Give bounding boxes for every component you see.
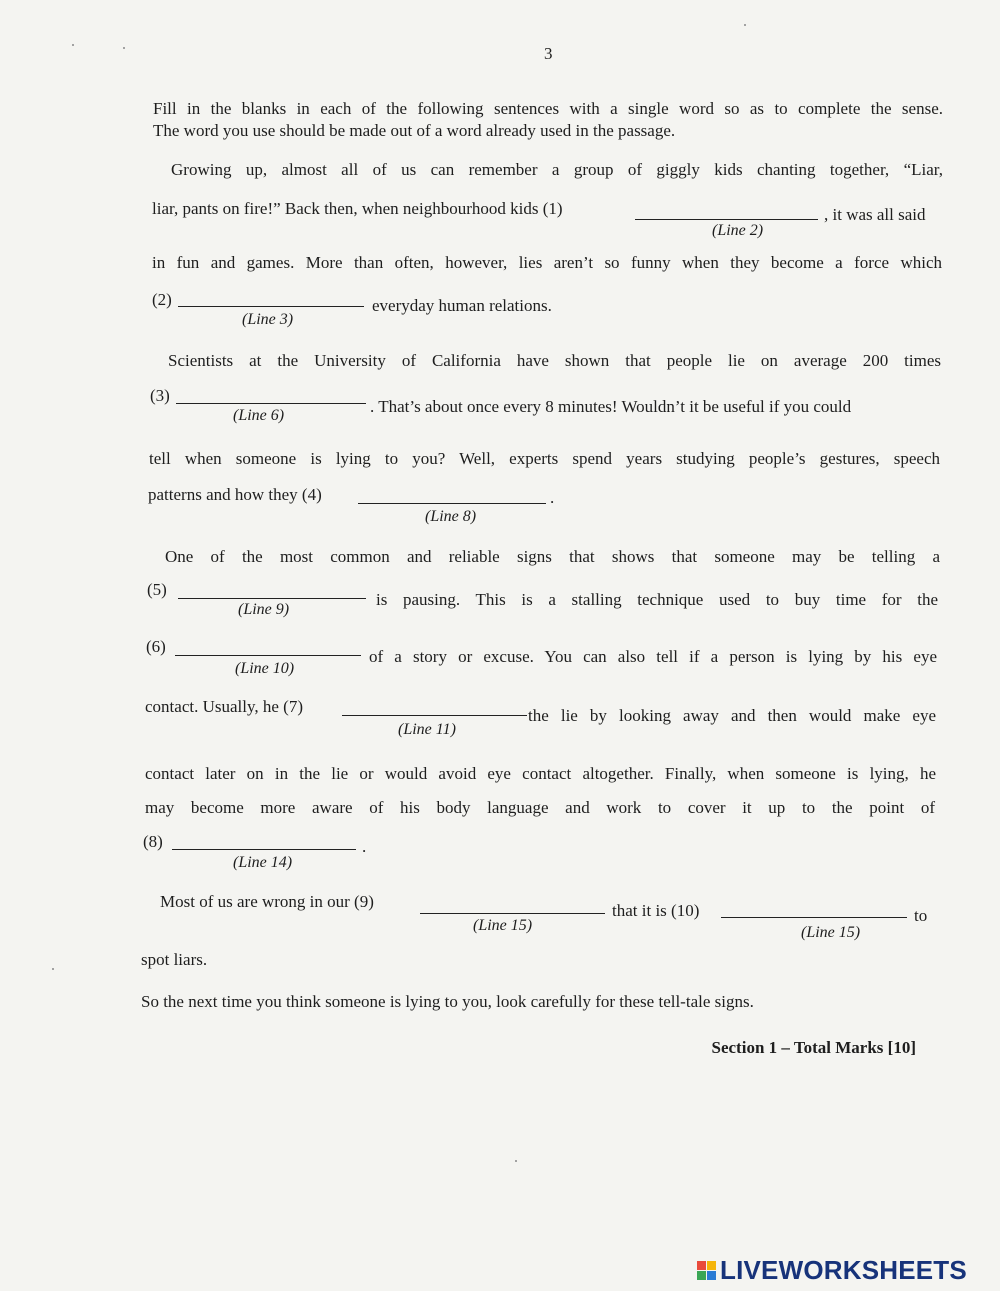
blank-8-line-ref: (Line 14) [233,854,293,871]
passage-line-16b: that it is (10) [612,901,700,920]
blank-5-input[interactable] [178,577,366,599]
passage-line-15b: . [362,837,367,856]
passage-line-1: Growing up, almost all of us can remember a group of giggly kids chanting together, “Liar, [171,160,943,179]
passage-line-14: may become more aware of his body language and work to cover it up to the point of [145,798,935,817]
passage-line-9: One of the most common and reliable signs that shows that someone may be telling a [165,547,940,566]
blank-5-line-ref: (Line 9) [238,601,290,618]
blank-2-input[interactable] [178,285,364,307]
passage-line-13: contact later on in the lie or would avoid eye contact altogether. Finally, when someone is lying, he [145,764,936,783]
blank-8-input[interactable] [172,828,356,850]
scan-speck [72,44,74,46]
scan-speck [123,47,125,49]
passage-line-5: Scientists at the University of California have shown that people lie on average 200 times [168,351,941,370]
passage-line-2b: , it was all said [824,205,926,224]
blank-6-line-ref: (Line 10) [235,660,295,677]
blank-1-input[interactable] [635,198,818,220]
blank-4-line-ref: (Line 8) [425,508,477,525]
passage-line-16a: Most of us are wrong in our (9) [160,892,374,911]
passage-line-8a: patterns and how they (4) [148,485,322,504]
passage-line-10a: (5) [147,580,167,599]
passage-line-11a: (6) [146,637,166,656]
blank-6-input[interactable] [175,634,361,656]
passage-line-18: So the next time you think someone is lying to you, look carefully for these tell-tale signs. [141,992,754,1011]
blank-10-input[interactable] [721,896,907,918]
blank-1-line-ref: (Line 2) [712,222,764,239]
passage-line-11b: of a story or excuse. You can also tell if a person is lying by his eye [369,647,937,666]
logo-text: LIVEWORKSHEETS [720,1255,967,1285]
blank-2-line-ref: (Line 3) [242,311,294,328]
passage-line-12a: contact. Usually, he (7) [145,697,303,716]
passage-line-6b: . That’s about once every 8 minutes! Wouldn’t it be useful if you could [370,397,852,416]
passage-line-3: in fun and games. More than often, however, lies aren’t so funny when they become a force which [152,253,942,272]
blank-7-input[interactable] [342,694,527,716]
passage-line-4a: (2) [152,290,172,309]
blank-9-line-ref: (Line 15) [473,917,533,934]
instruction-line-2: The word you use should be made out of a word already used in the passage. [153,121,676,140]
scan-speck [744,24,746,26]
passage-line-16c: to [914,906,928,925]
liveworksheets-logo[interactable] [697,1255,967,1286]
passage-line-2a: liar, pants on fire!” Back then, when neighbourhood kids (1) [152,199,563,218]
section-total-marks: Section 1 – Total Marks [10] [711,1038,916,1057]
passage-line-15a: (8) [143,832,163,851]
passage-line-8b: . [550,488,555,507]
blank-7-line-ref: (Line 11) [398,721,456,738]
liveworksheets-logo-icon [697,1261,716,1280]
blank-9-input[interactable] [420,892,605,914]
scan-speck [52,968,54,970]
blank-4-input[interactable] [358,482,546,504]
passage-line-12b: the lie by looking away and then would make eye [528,706,936,725]
instruction-line-1: Fill in the blanks in each of the following sentences with a single word so as to complete the sense. [153,99,943,118]
scan-speck [515,1160,517,1162]
passage-line-6a: (3) [150,386,170,405]
blank-3-line-ref: (Line 6) [233,407,285,424]
blank-10-line-ref: (Line 15) [801,924,861,941]
passage-line-4b: everyday human relations. [372,296,552,315]
page-number: 3 [544,44,553,63]
blank-3-input[interactable] [176,382,366,404]
passage-line-7: tell when someone is lying to you? Well, experts spend years studying people’s gestures, speech [149,449,940,468]
passage-line-17: spot liars. [141,950,208,969]
passage-line-10b: is pausing. This is a stalling technique used to buy time for the [376,590,938,609]
